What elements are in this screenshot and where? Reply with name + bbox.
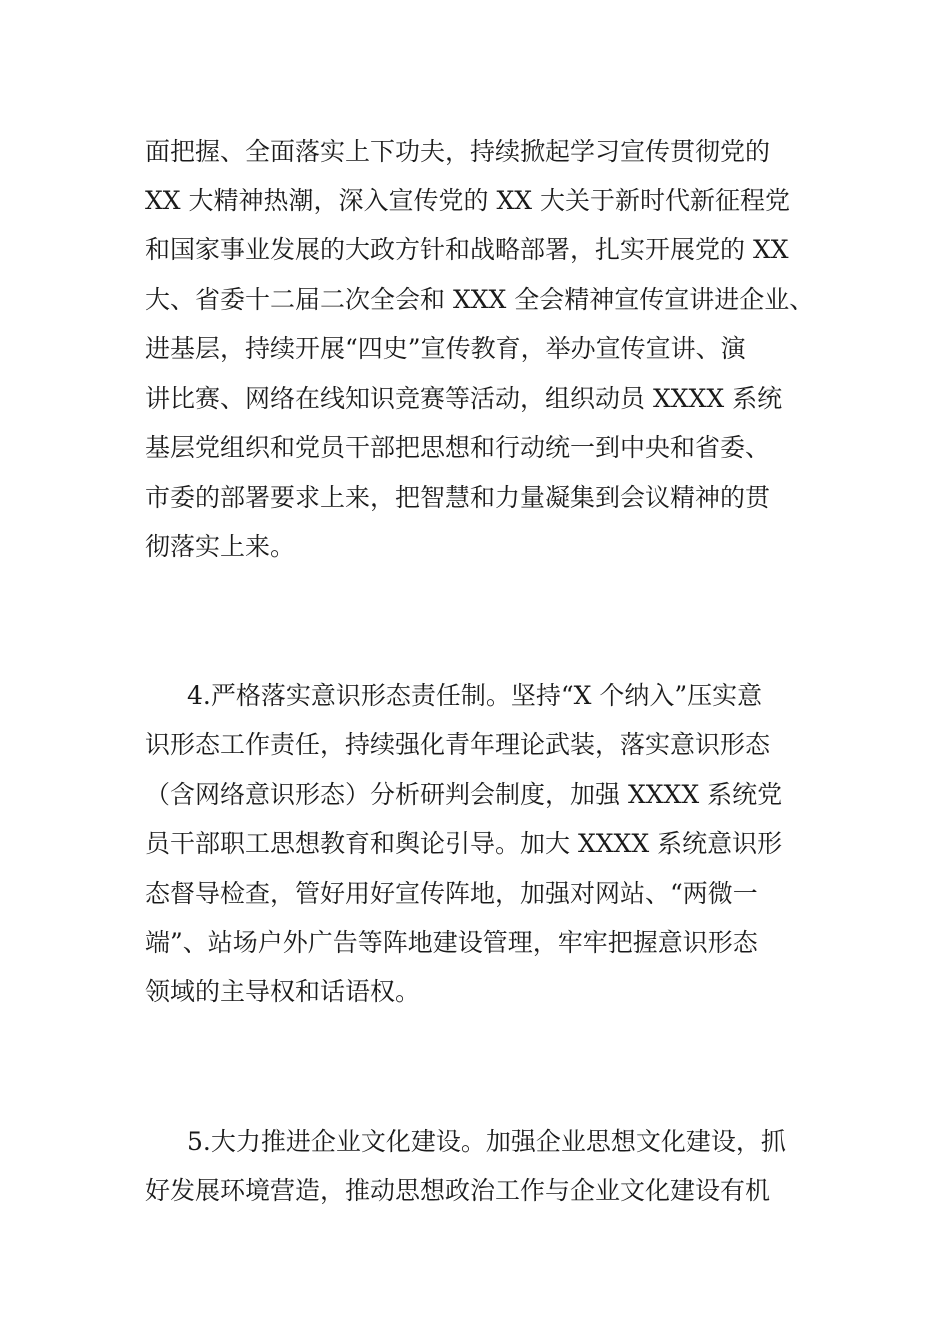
paragraph-1-line: XX 大精神热潮，深入宣传党的 XX 大关于新时代新征程党 bbox=[145, 186, 791, 215]
paragraph-2-line: 态督导检查，管好用好宣传阵地，加强对网站、“两微一 bbox=[145, 879, 758, 908]
paragraph-3-heading-line: 5.大力推进企业文化建设。加强企业思想文化建设，抓 bbox=[187, 1127, 786, 1156]
paragraph-1-line: 大、省委十二届二次全会和 XXX 全会精神宣传宣讲进企业、 bbox=[145, 285, 815, 314]
paragraph-1-line: 和国家事业发展的大政方针和战略部署，扎实开展党的 XX bbox=[145, 235, 789, 264]
paragraph-2-line: （含网络意识形态）分析研判会制度，加强 XXXX 系统党 bbox=[145, 780, 783, 809]
paragraph-3-line: 好发展环境营造，推动思想政治工作与企业文化建设有机 bbox=[145, 1176, 771, 1205]
paragraph-1-line: 彻落实上来。 bbox=[145, 532, 296, 561]
paragraph-2-line: 端”、站场户外广告等阵地建设管理，牢牢把握意识形态 bbox=[145, 928, 758, 957]
paragraph-2-line: 领域的主导权和话语权。 bbox=[145, 977, 421, 1006]
paragraph-2-line: 员干部职工思想教育和舆论引导。加大 XXXX 系统意识形 bbox=[145, 829, 783, 858]
paragraph-2-line: 识形态工作责任，持续强化青年理论武装，落实意识形态 bbox=[145, 730, 771, 759]
paragraph-1-line: 进基层，持续开展“四史”宣传教育，举办宣传宣讲、演 bbox=[145, 334, 746, 363]
paragraph-1-line: 面把握、全面落实上下功夫，持续掀起学习宣传贯彻党的 bbox=[145, 137, 771, 166]
paragraph-1-line: 讲比赛、网络在线知识竞赛等活动，组织动员 XXXX 系统 bbox=[145, 384, 783, 413]
paragraph-1-line: 基层党组织和党员干部把思想和行动统一到中央和省委、 bbox=[145, 433, 771, 462]
paragraph-2-heading-line: 4.严格落实意识形态责任制。坚持“X 个纳入”压实意 bbox=[187, 681, 763, 710]
paragraph-1-line: 市委的部署要求上来，把智慧和力量凝集到会议精神的贯 bbox=[145, 483, 771, 512]
